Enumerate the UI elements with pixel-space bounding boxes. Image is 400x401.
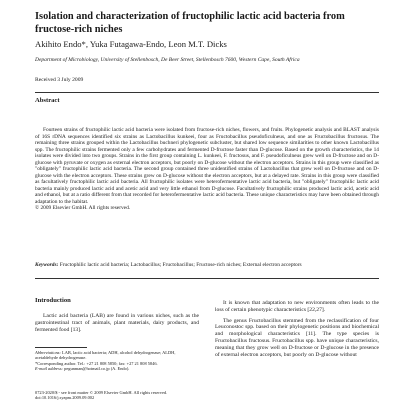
introduction-heading: Introduction: [35, 297, 71, 304]
affiliation: Department of Microbiology, University of Stellenbosch, De Beer Street, Stellenbosch 7600, Western Cape, South Africa: [35, 57, 300, 63]
front-matter-line: [35, 390, 379, 401]
received-date: Received 3 July 2009: [35, 77, 84, 83]
issn-line: 0723-2020/$ - see front matter © 2009 Elsevier GmbH. All rights reserved.: [35, 390, 168, 395]
abstract-heading: Abstract: [35, 97, 60, 104]
intro-right-paragraph-1: It is known that adaptation to new environments often leads to the loss of certain phenotypic characteristics [22,27].: [215, 300, 379, 313]
intro-left-column: Lactic acid bacteria (LAB) are found in various niches, such as the gastrointestinal tract of animals, plant materials, dairy products, and fermented food [13].: [35, 313, 199, 333]
intro-right-column: [215, 300, 379, 362]
divider-top: [35, 92, 379, 93]
keywords-label: Keywords:: [35, 262, 59, 268]
copyright-line: © 2009 Elsevier GmbH. All rights reserved.: [35, 205, 131, 211]
abstract-text: Fourteen strains of fructophilic lactic acid bacteria were isolated from fructose-rich niches, flowers, and fruits. Phylogenetic analysis and BLAST analysis of 16S rDNA sequences identified six strains as Lactobacillus kunkeei, four as Fructobacillus pseudoficulneus, and one as Fructobacillus fructosus. The remaining three strains grouped within the Lactobacillus buchneri phylogenetic subcluster, but shared low sequence similarities to other known Lactobacillus spp. The fructophilic strains fermented only a few carbohydrates and fermented D-fructose faster than D-glucose. Based on the growth characteristics, the 14 isolates were divided into two groups. Strains in the first group containing L. kunkeei, F. fructosus, and F. pseudoficulneus grew well on D-fructose and on D-glucose with pyruvate or oxygen as external electron acceptors, but poorly on D-glucose without the electron acceptors. Strains in this group were classified as "obligately" fructophilic lactic acid bacteria. The second group contained three unidentified strains of Lactobacillus that grew well on D-fructose and on D-glucose with the electron acceptors. These strains grew on D-glucose without the electron acceptors, but at a delayed rate. Strains in this group were classified as facultatively fructophilic lactic acid bacteria. All fructophilic isolates were heterofermentative lactic acid bacteria, but "obligately" fructophilic lactic acid bacteria mainly produced lactic acid and acetic acid and very little ethanol from D-glucose. Facultatively fructophilic strains produced lactic acid, acetic acid and ethanol, but at a ratio different from that recorded for heterofermentative lactic acid bacteria. These unique characteristics may have been obtained through adaptation to the habitat.: [35, 127, 379, 205]
footnotes: [35, 350, 199, 372]
email-text[interactable]: pegunman@hotmail.co.jp (A. Endo).: [64, 366, 130, 372]
doi-line: doi:10.1016/j.syapm.2009.09.002: [35, 395, 95, 401]
keywords: [35, 262, 379, 269]
abbreviations-text: LAB, lactic acid bacteria; ADH, alcohol dehydrogenase; ALDH, acetaldehyde dehydrogenase.: [35, 350, 176, 361]
keywords-text: Fructophilic lactic acid bacteria; Lactobacillus; Fructobacillus; Fructose-rich niches; External electron acceptors: [59, 262, 302, 268]
author-list: Akihito Endo*, Yuka Futagawa-Endo, Leon M.T. Dicks: [35, 39, 227, 49]
email-label: E-mail address:: [35, 366, 64, 372]
footnote-divider: [35, 347, 87, 348]
article-title: Isolation and characterization of fructophilic lactic acid bacteria from fructose-rich niches: [35, 11, 345, 35]
divider-bottom: [35, 278, 379, 279]
footnote-email: [35, 366, 199, 371]
footnote-abbreviations: [35, 350, 199, 361]
footnote-corresponding: *Corresponding author. Tel.: +27 21 808 5850; fax: +27 21 808 5846.: [35, 360, 158, 366]
abstract-body: [35, 127, 379, 212]
intro-right-paragraph-2: The genus Fructobacillus stemmed from the reclassification of four Leuconostoc spp. based on their phylogenetic positions and biochemical and morphological characteristics [11]. The type species is Fructobacillus fructosus. Fructobacillus spp. have unique characteristics, meaning that they grow well on D-fructose or D-glucose in the presence of external electron acceptors, but poorly on D-glucose without: [215, 317, 379, 358]
abbreviations-label: Abbreviations:: [35, 350, 61, 355]
